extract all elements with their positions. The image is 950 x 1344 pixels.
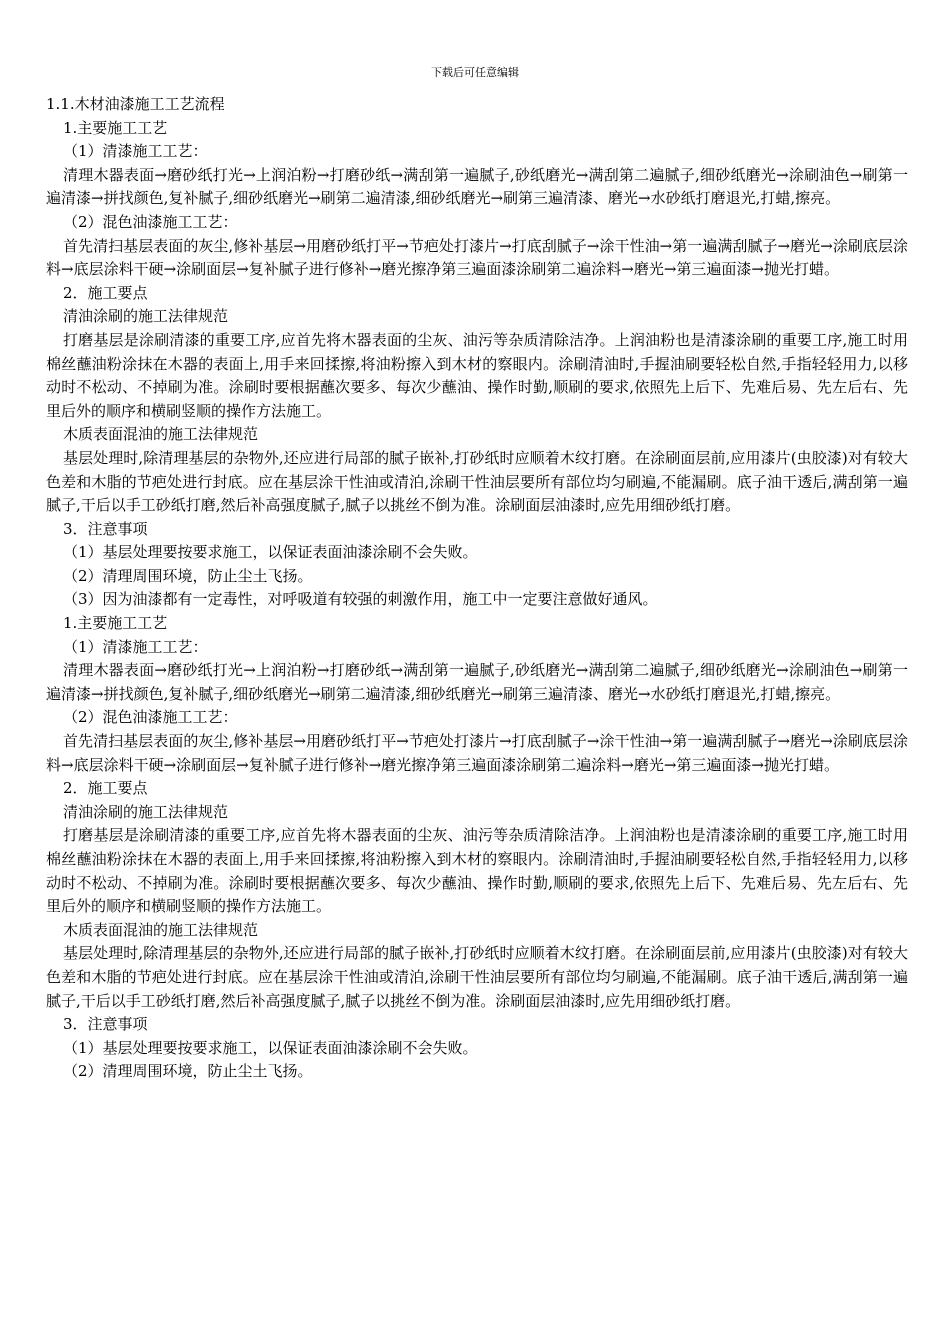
- note-item: （2）清理周围环境，防止尘土飞扬。: [63, 566, 313, 585]
- item-heading: （1）清漆施工工艺：: [63, 637, 208, 656]
- item-heading: （2）混色油漆施工工艺：: [63, 212, 238, 231]
- item-heading: （1）清漆施工工艺：: [63, 142, 208, 161]
- subsection-heading: 2．施工要点: [63, 283, 148, 302]
- paragraph: 清理木器表面→磨砂纸打光→上润泊粉→打磨砂纸→满刮第一遍腻子,砂纸磨光→满刮第二遍腻子,细砂纸磨光→涂刷油色→刷第一遍清漆→拼找颜色,复补腻子,细砂纸磨光→刷第二遍清漆,细砂纸磨光→刷第三遍清漆、磨光→水砂纸打磨退光,打蜡,擦亮。: [46, 165, 908, 208]
- subsection-heading: 1.主要施工工艺: [63, 118, 168, 137]
- page-header-note: 下载后可任意编辑: [431, 66, 519, 79]
- item-heading: （2）混色油漆施工工艺：: [63, 708, 238, 727]
- item-heading: 木质表面混油的施工法律规范: [63, 920, 259, 939]
- subsection-heading: 1.主要施工工艺: [63, 614, 168, 633]
- paragraph: 基层处理时,除清理基层的杂物外,还应进行局部的腻子嵌补,打砂纸时应顺着木纹打磨。在涂刷面层前,应用漆片(虫胶漆)对有较大色差和木脂的节疤处进行封底。应在基层涂干性油或清泊,涂刷干性油层要所有部位均匀刷遍,不能漏刷。底子油干透后,满刮第一遍腻子,干后以手工砂纸打磨,然后补高强度腻子,腻子以挑丝不倒为准。涂刷面层油漆时,应先用细砂纸打磨。: [46, 448, 908, 515]
- subsection-heading: 3．注意事项: [63, 519, 148, 538]
- item-heading: 清油涂刷的施工法律规范: [63, 802, 229, 821]
- document-body: [46, 93, 908, 1084]
- item-heading: 清油涂刷的施工法律规范: [63, 307, 229, 326]
- note-item: （2）清理周围环境，防止尘土飞扬。: [63, 1062, 313, 1081]
- paragraph: 基层处理时,除清理基层的杂物外,还应进行局部的腻子嵌补,打砂纸时应顺着木纹打磨。在涂刷面层前,应用漆片(虫胶漆)对有较大色差和木脂的节疤处进行封底。应在基层涂干性油或清泊,涂刷干性油层要所有部位均匀刷遍,不能漏刷。底子油干透后,满刮第一遍腻子,干后以手工砂纸打磨,然后补高强度腻子,腻子以挑丝不倒为准。涂刷面层油漆时,应先用细砂纸打磨。: [46, 944, 908, 1010]
- item-heading: 木质表面混油的施工法律规范: [63, 425, 259, 444]
- note-item: （3）因为油漆都有一定毒性，对呼吸道有较强的刺激作用，施工中一定要注意做好通风。: [63, 590, 658, 609]
- paragraph: 首先清扫基层表面的灰尘,修补基层→用磨砂纸打平→节疤处打漆片→打底刮腻子→涂干性油→第一遍满刮腻子→磨光→涂刷底层涂料→底层涂料干硬→涂刷面层→复补腻子进行修补→磨光擦净第三遍面漆涂刷第二遍涂料→磨光→第三遍面漆→抛光打蜡。: [46, 732, 908, 774]
- section-title: 1.1.木材油漆施工工艺流程: [46, 95, 225, 113]
- note-item: （1）基层处理要按要求施工，以保证表面油漆涂刷不会失败。: [63, 543, 478, 562]
- subsection-heading: 3．注意事项: [63, 1015, 148, 1034]
- subsection-heading: 2．施工要点: [63, 779, 148, 798]
- paragraph: 清理木器表面→磨砂纸打光→上润泊粉→打磨砂纸→满刮第一遍腻子,砂纸磨光→满刮第二遍腻子,细砂纸磨光→涂刷油色→刷第一遍清漆→拼找颜色,复补腻子,细砂纸磨光→刷第二遍清漆,细砂纸磨光→刷第三遍清漆、磨光→水砂纸打磨退光,打蜡,擦亮。: [46, 661, 908, 703]
- paragraph: 打磨基层是涂刷清漆的重要工序,应首先将木器表面的尘灰、油污等杂质清除洁净。上润油粉也是清漆涂刷的重要工序,施工时用棉丝蘸油粉涂抹在木器的表面上,用手来回揉擦,将油粉擦入到木材的察眼内。涂刷清油时,手握油刷要轻松自然,手指轻轻用力,以移动时不松动、不掉刷为准。涂刷时要根据蘸次要多、每次少蘸油、操作时勤,顺刷的要求,依照先上后下、先难后易、先左后右、先里后外的顺序和横刷竖顺的操作方法施工。: [46, 330, 908, 420]
- paragraph: 首先清扫基层表面的灰尘,修补基层→用磨砂纸打平→节疤处打漆片→打底刮腻子→涂干性油→第一遍满刮腻子→磨光→涂刷底层涂料→底层涂料干硬→涂刷面层→复补腻子进行修补→磨光擦净第三遍面漆涂刷第二遍涂料→磨光→第三遍面漆→抛光打蜡。: [46, 236, 908, 279]
- paragraph: 打磨基层是涂刷清漆的重要工序,应首先将木器表面的尘灰、油污等杂质清除洁净。上润油粉也是清漆涂刷的重要工序,施工时用棉丝蘸油粉涂抹在木器的表面上,用手来回揉擦,将油粉擦入到木材的察眼内。涂刷清油时,手握油刷要轻松自然,手指轻轻用力,以移动时不松动、不掉刷为准。涂刷时要根据蘸次要多、每次少蘸油、操作时勤,顺刷的要求,依照先上后下、先难后易、先左后右、先里后外的顺序和横刷竖顺的操作方法施工。: [46, 826, 908, 916]
- note-item: （1）基层处理要按要求施工，以保证表面油漆涂刷不会失败。: [63, 1038, 478, 1057]
